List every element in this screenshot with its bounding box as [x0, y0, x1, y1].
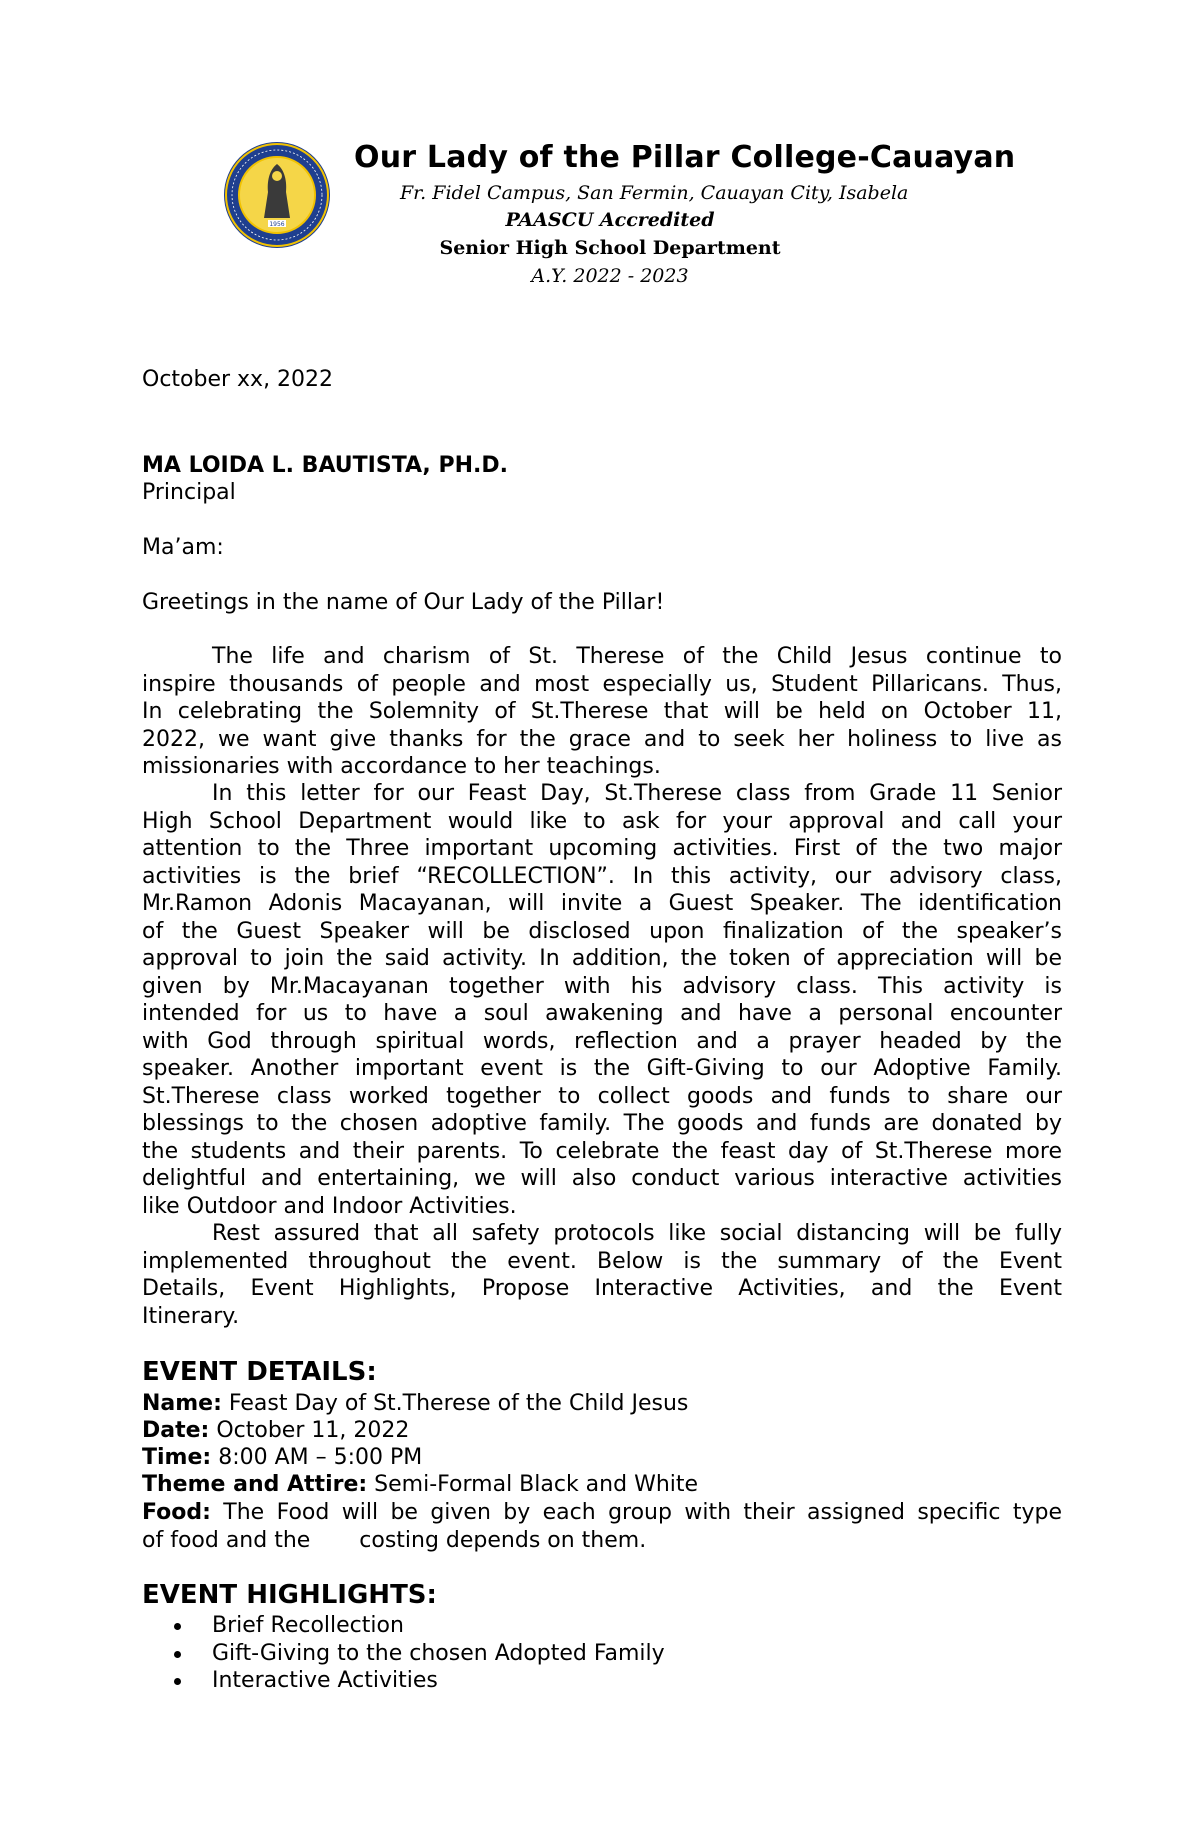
- event-theme-label: Theme and Attire:: [142, 1472, 368, 1497]
- recipient-title: Principal: [142, 480, 236, 505]
- list-item-text: Gift-Giving to the chosen Adopted Family: [212, 1640, 665, 1666]
- paragraph-line: The life and charism of St. Therese of the Child Jesus continue to: [212, 644, 1062, 669]
- department: Senior High School Department: [439, 237, 781, 259]
- list-item: [142, 1640, 665, 1668]
- event-date-label: Date:: [142, 1418, 210, 1443]
- paragraph-line: missionaries with accordance to her teachings.: [142, 754, 661, 779]
- paragraph-line: delightful and entertaining, we will also conduct various interactive activities: [142, 1166, 1062, 1191]
- paragraph-line: St.Therese class worked together to collect goods and funds to share our: [142, 1083, 1062, 1109]
- paragraph-line: inspire thousands of people and most especially us, Student Pillaricans. Thus,: [142, 671, 1062, 697]
- greeting: Greetings in the name of Our Lady of the Pillar!: [142, 590, 665, 615]
- paragraph-line: blessings to the chosen adoptive family. The goods and funds are donated by: [142, 1111, 1062, 1136]
- event-name-label: Name:: [142, 1391, 222, 1416]
- paragraph-line: given by Mr.Macayanan together with his advisory class. This activity is: [142, 973, 1062, 999]
- paragraph-line: the students and their parents. To celebrate the feast day of St.Therese more: [142, 1138, 1062, 1164]
- school-name: Our Lady of the Pillar College-Cauayan: [354, 140, 1016, 175]
- paragraph-line: High School Department would like to ask for your approval and call your: [142, 808, 1062, 834]
- bullet-icon: [174, 1623, 181, 1630]
- paragraph-1: [142, 643, 1062, 781]
- event-time-row: [142, 1444, 422, 1472]
- event-food-row: [142, 1499, 1062, 1554]
- paragraph-line: attention to the Three important upcoming activities. First of the two major: [142, 836, 1062, 861]
- list-item-text: Interactive Activities: [212, 1668, 438, 1693]
- paragraph-line: speaker. Another important event is the Gift-Giving to our Adoptive Family.: [142, 1056, 1062, 1081]
- paragraph-line: like Outdoor and Indoor Activities.: [142, 1193, 517, 1219]
- event-food-line: of food and the costing depends on them.: [142, 1527, 647, 1553]
- svg-text:1956: 1956: [269, 221, 285, 228]
- event-food-line: [142, 1499, 1062, 1527]
- paragraph-3: [142, 1220, 1062, 1330]
- paragraph-line: with God through spiritual words, reflection and a prayer headed by the: [142, 1028, 1062, 1054]
- paragraph-line: implemented throughout the event. Below is the summary of the Event: [142, 1248, 1062, 1274]
- list-item-text: Brief Recollection: [212, 1613, 404, 1638]
- accreditation: PAASCU Accredited: [505, 209, 715, 231]
- paragraph-line: Itinerary.: [142, 1303, 240, 1329]
- event-food-label: Food:: [142, 1500, 211, 1525]
- paragraph-2: [142, 780, 1062, 1220]
- event-name-value: Feast Day of St.Therese of the Child Jesus: [221, 1391, 689, 1416]
- paragraph-line: In celebrating the Solemnity of St.Therese that will be held on October 11,: [142, 699, 1062, 724]
- paragraph-line: approval to join the said activity. In addition, the token of appreciation will be: [142, 946, 1062, 971]
- event-name-row: [142, 1390, 688, 1418]
- paragraph-line: 2022, we want give thanks for the grace and to seek her holiness to live as: [142, 726, 1062, 752]
- bullet-icon: [174, 1678, 181, 1685]
- list-item: [142, 1667, 665, 1695]
- event-time-label: Time:: [142, 1445, 212, 1470]
- event-theme-row: [142, 1471, 698, 1499]
- bullet-icon: [174, 1651, 181, 1658]
- event-theme-value: Semi-Formal Black and White: [367, 1472, 699, 1497]
- school-seal-logo: [222, 140, 332, 250]
- event-date-row: [142, 1417, 409, 1445]
- paragraph-line: intended for us to have a soul awakening and have a personal encounter: [142, 1001, 1062, 1026]
- event-date-value: October 11, 2022: [209, 1418, 410, 1443]
- paragraph-line: In this letter for our Feast Day, St.Therese class from Grade 11 Senior: [212, 781, 1062, 806]
- list-item: [142, 1612, 665, 1640]
- event-details-title: EVENT DETAILS:: [142, 1357, 377, 1387]
- paragraph-line: activities is the brief “RECOLLECTION”. In this activity, our advisory class,: [142, 863, 1062, 889]
- event-highlights-list: [142, 1612, 665, 1695]
- event-highlights-title: EVENT HIGHLIGHTS:: [142, 1580, 437, 1610]
- campus-address: Fr. Fidel Campus, San Fermin, Cauayan City, Isabela: [400, 182, 909, 204]
- paragraph-line: of the Guest Speaker will be disclosed upon finalization of the speaker’s: [142, 918, 1062, 944]
- recipient-name: MA LOIDA L. BAUTISTA, PH.D.: [142, 453, 508, 478]
- paragraph-line: Details, Event Highlights, Propose Interactive Activities, and the Event: [142, 1276, 1062, 1301]
- letter-date: October xx, 2022: [142, 367, 334, 392]
- event-food-value: The Food will be given by each group with their assigned specific type: [210, 1500, 1062, 1525]
- salutation: Ma’am:: [142, 535, 224, 560]
- event-time-value: 8:00 AM – 5:00 PM: [211, 1445, 423, 1470]
- academic-year: A.Y. 2022 - 2023: [531, 265, 689, 287]
- paragraph-line: Mr.Ramon Adonis Macayanan, will invite a Guest Speaker. The identification: [142, 891, 1062, 916]
- paragraph-line: Rest assured that all safety protocols like social distancing will be fully: [212, 1221, 1062, 1246]
